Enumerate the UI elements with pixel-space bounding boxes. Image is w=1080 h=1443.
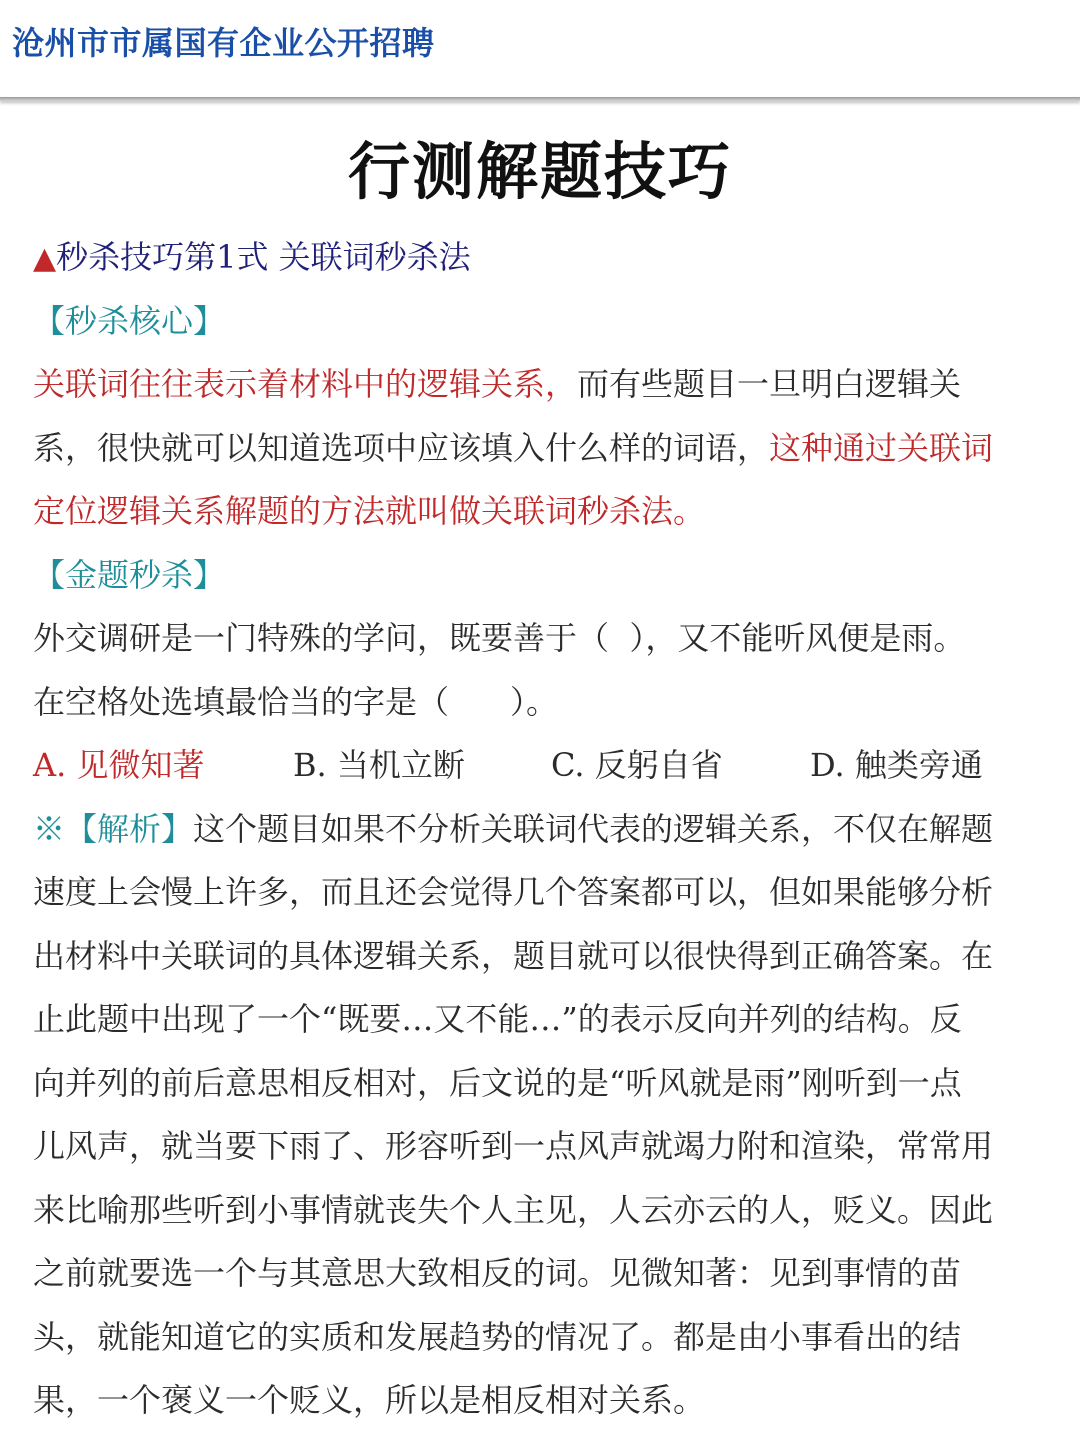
question-line-1: 外交调研是一门特殊的学问，既要善于（ ），又不能听风便是雨。 xyxy=(33,619,966,657)
analysis-line: 止此题中出现了一个“既要…又不能…”的表示反向并列的结构。反 xyxy=(33,1000,962,1038)
analysis-line: 速度上会慢上许多，而且还会觉得几个答案都可以，但如果能够分析 xyxy=(33,873,994,911)
analysis-text: 这个题目如果不分析关联词代表的逻辑关系，不仅在解题 xyxy=(193,809,994,848)
analysis-line: 果，一个褒义一个贬义，所以是相反相对关系。 xyxy=(33,1381,706,1419)
core-label: 【秒杀核心】 xyxy=(33,301,226,340)
article-body xyxy=(33,226,1033,1433)
core-line-3-emphasis: 定位逻辑关系解题的方法就叫做关联词秒杀法。 xyxy=(33,492,706,530)
analysis-line: 来比喻那些听到小事情就丧失个人主见，人云亦云的人，贬义。因此 xyxy=(33,1190,994,1229)
option-d: D. 触类旁通 xyxy=(810,746,983,784)
core-line-2-text: 系，很快就可以知道选项中应该填入什么样的词语， xyxy=(33,428,770,467)
core-line-2 xyxy=(33,417,1033,481)
question-label: 【金题秒杀】 xyxy=(33,555,226,594)
question-line-2: 在空格处选填最恰当的字是（ ）。 xyxy=(33,682,559,721)
core-line-3 xyxy=(33,480,1033,544)
core-line-1-emphasis: 关联词往往表示着材料中的逻辑关系， xyxy=(33,365,578,403)
core-line-2-emphasis: 这种通过关联词 xyxy=(769,428,994,467)
analysis-line: 向并列的前后意思相反相对，后文说的是“听风就是雨”刚听到一点 xyxy=(33,1063,962,1102)
banner-title: 沧州市市属国有企业公开招聘 xyxy=(12,24,435,62)
answer-options xyxy=(33,734,1033,798)
analysis-line: 头，就能知道它的实质和发展趋势的情况了。都是由小事看出的结 xyxy=(33,1317,962,1356)
analysis-line: 出材料中关联词的具体逻辑关系，题目就可以很快得到正确答案。在 xyxy=(33,936,994,975)
header-banner xyxy=(0,0,1080,96)
core-line-1 xyxy=(33,353,1033,417)
core-line-1-text: 而有些题目一旦明白逻辑关 xyxy=(577,365,962,403)
section-heading xyxy=(33,226,1033,290)
question-label-row xyxy=(33,544,1033,608)
option-a: A. 见微知著 xyxy=(33,746,205,784)
analysis-line: 儿风声，就当要下雨了、形容听到一点风声就竭力附和渲染，常常用 xyxy=(33,1127,994,1165)
option-b: B. 当机立断 xyxy=(293,746,465,784)
triangle-marker-icon: ▲ xyxy=(33,241,57,276)
analysis-label: ※【解析】 xyxy=(33,809,194,848)
banner-divider xyxy=(0,97,1080,101)
analysis-line-1 xyxy=(33,798,1033,862)
page-title: 行测解题技巧 xyxy=(347,135,732,208)
analysis-line: 之前就要选一个与其意思大致相反的词。见微知著：见到事情的苗 xyxy=(33,1254,962,1292)
option-c: C. 反躬自省 xyxy=(551,746,723,784)
core-label-row xyxy=(33,290,1033,354)
section-heading-text: 秒杀技巧第1式 关联词秒杀法 xyxy=(56,238,471,276)
